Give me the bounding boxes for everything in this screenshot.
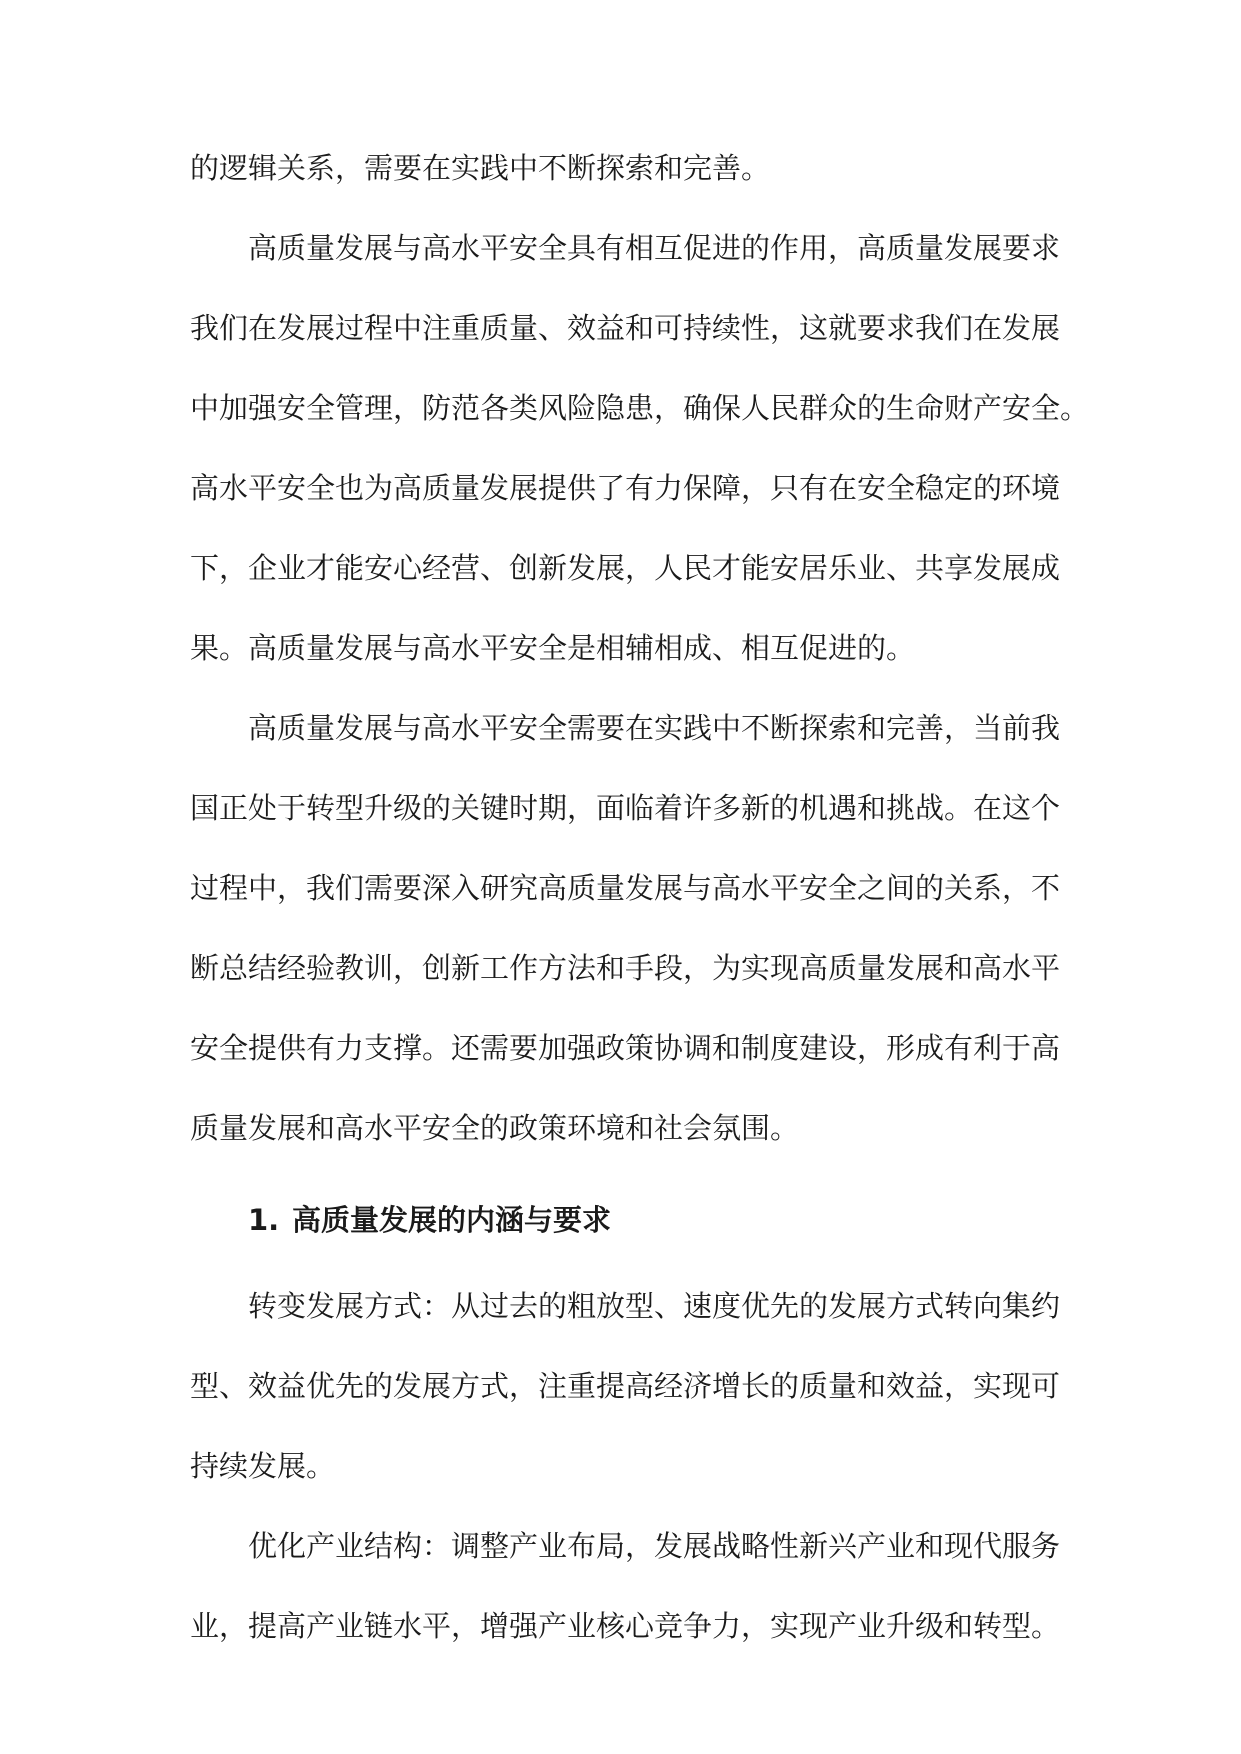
paragraph-line: 国正处于转型升级的关键时期，面临着许多新的机遇和挑战。在这个 (190, 791, 1061, 825)
paragraph-line: 我们在发展过程中注重质量、效益和可持续性，这就要求我们在发展 (190, 311, 1061, 345)
paragraph-line: 业，提高产业链水平，增强产业核心竞争力，实现产业升级和转型。 (190, 1609, 1061, 1643)
section-heading (248, 1200, 611, 1240)
paragraph-line: 断总结经验教训，创新工作方法和手段，为实现高质量发展和高水平 (190, 951, 1061, 985)
paragraph-line: 转变发展方式：从过去的粗放型、速度优先的发展方式转向集约 (248, 1289, 1061, 1323)
paragraph-line: 过程中，我们需要深入研究高质量发展与高水平安全之间的关系，不 (190, 871, 1061, 905)
paragraph-line: 高质量发展与高水平安全需要在实践中不断探索和完善，当前我 (248, 711, 1061, 745)
paragraph-line: 型、效益优先的发展方式，注重提高经济增长的质量和效益，实现可 (190, 1369, 1061, 1403)
paragraph-line: 持续发展。 (190, 1449, 336, 1483)
paragraph-line: 高水平安全也为高质量发展提供了有力保障，只有在安全稳定的环境 (190, 471, 1061, 505)
section-number: 1. (248, 1203, 280, 1237)
paragraph-line: 下，企业才能安心经营、创新发展，人民才能安居乐业、共享发展成 (190, 551, 1061, 585)
paragraph-line: 高质量发展与高水平安全具有相互促进的作用，高质量发展要求 (248, 231, 1061, 265)
paragraph-line: 优化产业结构：调整产业布局，发展战略性新兴产业和现代服务 (248, 1529, 1061, 1563)
paragraph-line: 果。高质量发展与高水平安全是相辅相成、相互促进的。 (190, 631, 916, 665)
paragraph-line: 的逻辑关系，需要在实践中不断探索和完善。 (190, 151, 771, 185)
section-title: 高质量发展的内涵与要求 (292, 1203, 612, 1237)
paragraph-line: 安全提供有力支撑。还需要加强政策协调和制度建设，形成有利于高 (190, 1031, 1061, 1065)
paragraph-line: 中加强安全管理，防范各类风险隐患，确保人民群众的生命财产安全。 (190, 391, 1090, 425)
paragraph-line: 质量发展和高水平安全的政策环境和社会氛围。 (190, 1111, 800, 1145)
